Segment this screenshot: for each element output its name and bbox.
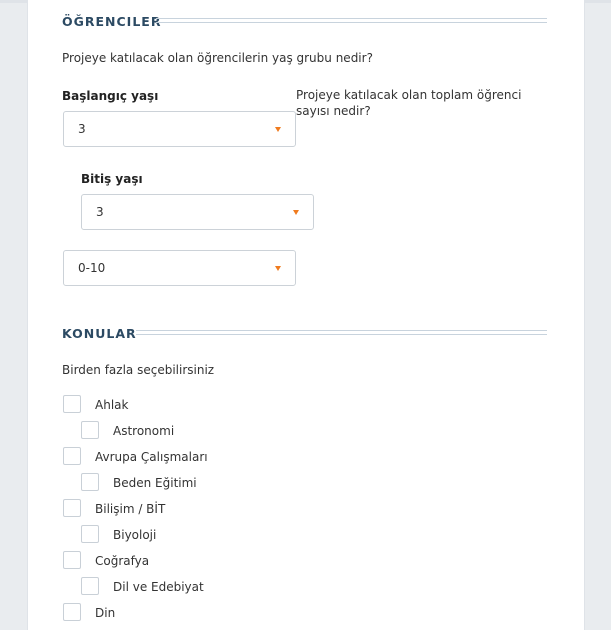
students-section-rule xyxy=(156,18,547,23)
checkbox[interactable] xyxy=(81,525,99,543)
topics-section-rule xyxy=(136,330,547,335)
topics-section-title: KONULAR xyxy=(62,326,137,341)
chevron-down-icon xyxy=(293,210,299,215)
end-age-label: Bitiş yaşı xyxy=(81,172,143,186)
checkbox-label: Beden Eğitimi xyxy=(113,476,197,490)
start-age-value: 3 xyxy=(78,122,86,136)
chevron-down-icon xyxy=(275,266,281,271)
chevron-down-icon xyxy=(275,127,281,132)
checkbox-label: Biyoloji xyxy=(113,528,157,542)
checkbox-label: Bilişim / BİT xyxy=(95,502,166,516)
checkbox[interactable] xyxy=(63,551,81,569)
end-age-value: 3 xyxy=(96,205,104,219)
checkbox[interactable] xyxy=(63,603,81,621)
checkbox-label: Avrupa Çalışmaları xyxy=(95,450,208,464)
checkbox[interactable] xyxy=(63,395,81,413)
checkbox[interactable] xyxy=(81,577,99,595)
age-group-question: Projeye katılacak olan öğrencilerin yaş grubu nedir? xyxy=(62,51,373,65)
checkbox[interactable] xyxy=(63,499,81,517)
start-age-select[interactable] xyxy=(63,111,296,147)
total-students-question: Projeye katılacak olan toplam öğrenci sayısı nedir? xyxy=(296,88,522,118)
topics-hint: Birden fazla seçebilirsiniz xyxy=(62,363,215,377)
checkbox-label: Astronomi xyxy=(113,424,175,438)
checkbox[interactable] xyxy=(81,421,99,439)
students-section-title: ÖĞRENCILER xyxy=(62,14,162,29)
student-count-select[interactable] xyxy=(63,250,296,286)
checkbox-label: Coğrafya xyxy=(95,554,150,568)
checkbox-label: Din xyxy=(95,606,116,620)
student-count-value: 0-10 xyxy=(78,261,106,275)
checkbox-label: Dil ve Edebiyat xyxy=(113,580,204,594)
checkbox[interactable] xyxy=(63,447,81,465)
checkbox[interactable] xyxy=(81,473,99,491)
start-age-label: Başlangıç yaşı xyxy=(62,89,159,103)
checkbox-label: Ahlak xyxy=(95,398,129,412)
end-age-select[interactable] xyxy=(81,194,314,230)
